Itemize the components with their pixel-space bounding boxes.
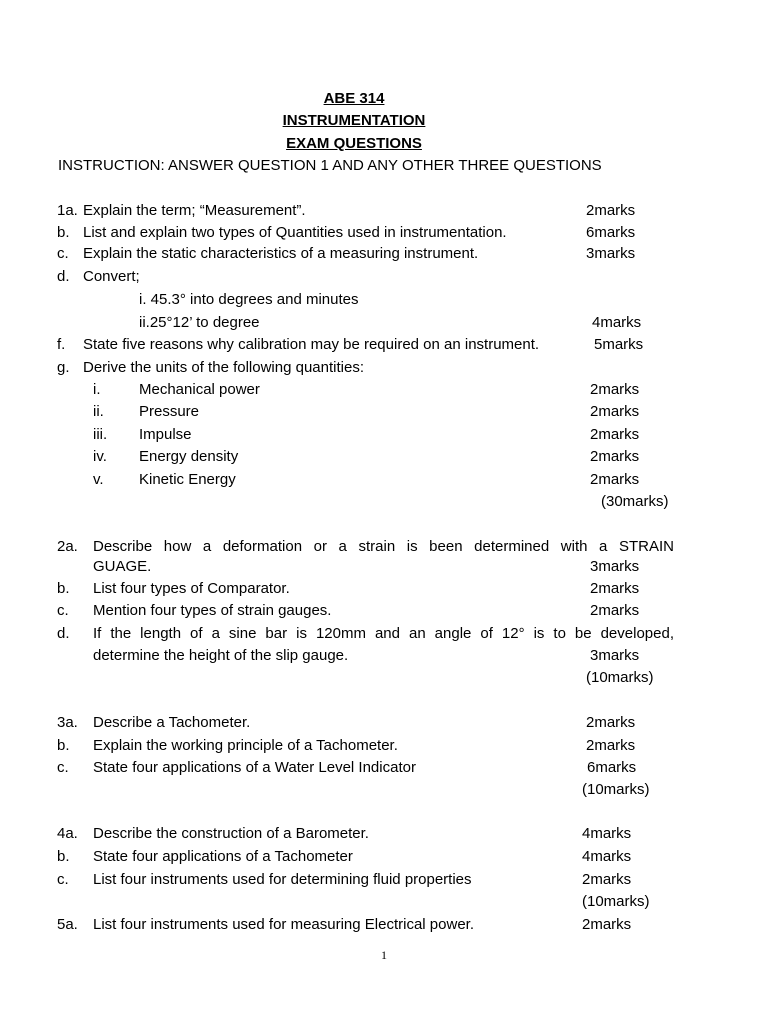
q1d-text: Convert; [83, 268, 140, 285]
q1g-item-number: v. [93, 471, 104, 488]
q1d-number: d. [57, 268, 70, 285]
q1f-marks: 5marks [594, 336, 644, 353]
q4-total-marks: (10marks) [582, 893, 650, 910]
q2c-marks: 2marks [590, 602, 640, 619]
q2d-text-line1: If the length of a sine bar is 120mm and an angle of 12° is to be developed, [93, 625, 674, 642]
q2a-text-line1: Describe how a deformation or a strain is been determined with a STRAIN [93, 538, 674, 555]
q1d-part-i: i. 45.3° into degrees and minutes [139, 291, 359, 308]
q1a-marks: 2marks [586, 202, 636, 219]
q3c-marks: 6marks [587, 759, 637, 776]
q2b-marks: 2marks [590, 580, 640, 597]
q3a-text: Describe a Tachometer. [93, 714, 251, 731]
q1a-number: 1a. [57, 202, 78, 219]
q1-total-marks: (30marks) [601, 493, 669, 510]
subject-title: INSTRUMENTATION [282, 112, 426, 129]
instruction-text: INSTRUCTION: ANSWER QUESTION 1 AND ANY OTHER THREE QUESTIONS [58, 157, 602, 174]
q3c-text: State four applications of a Water Level Indicator [93, 759, 416, 776]
q2c-text: Mention four types of strain gauges. [93, 602, 332, 619]
q3b-marks: 2marks [586, 737, 636, 754]
q1g-item-number: iii. [93, 426, 108, 443]
q3-total-marks: (10marks) [582, 781, 650, 798]
course-code: ABE 314 [323, 90, 385, 107]
q2-total-marks: (10marks) [586, 669, 654, 686]
q5a-marks: 2marks [582, 916, 632, 933]
q1g-item-text: Mechanical power [139, 381, 260, 398]
q1g-item-number: i. [93, 381, 101, 398]
q4a-marks: 4marks [582, 825, 632, 842]
q2d-marks: 3marks [590, 647, 640, 664]
q2d-text-line2: determine the height of the slip gauge. [93, 647, 349, 664]
q1g-item-marks: 2marks [590, 403, 640, 420]
q1g-item-marks: 2marks [590, 381, 640, 398]
q2b-number: b. [57, 580, 70, 597]
q4b-marks: 4marks [582, 848, 632, 865]
q4c-text: List four instruments used for determining fluid properties [93, 871, 472, 888]
page-number: 1 [381, 948, 387, 962]
q2d-number: d. [57, 625, 70, 642]
q3c-number: c. [57, 759, 69, 776]
q1f-text: State five reasons why calibration may be required on an instrument. [83, 336, 540, 353]
q1g-item-text: Kinetic Energy [139, 471, 236, 488]
q1d-marks: 4marks [592, 314, 642, 331]
q1g-item-text: Pressure [139, 403, 200, 420]
q1g-item-number: ii. [93, 403, 104, 420]
q1g-item-marks: 2marks [590, 448, 640, 465]
q1g-item-marks: 2marks [590, 426, 640, 443]
q4b-number: b. [57, 848, 70, 865]
q3a-marks: 2marks [586, 714, 636, 731]
q2b-text: List four types of Comparator. [93, 580, 290, 597]
q1g-item-text: Impulse [139, 426, 192, 443]
q1g-item-marks: 2marks [590, 471, 640, 488]
q1g-number: g. [57, 359, 70, 376]
q5a-text: List four instruments used for measuring Electrical power. [93, 916, 474, 933]
q5a-number: 5a. [57, 916, 78, 933]
q1b-marks: 6marks [586, 224, 636, 241]
q2a-marks: 3marks [590, 558, 640, 575]
q1f-number: f. [57, 336, 66, 353]
exam-type-title: EXAM QUESTIONS [286, 135, 422, 152]
q1a-text: Explain the term; “Measurement”. [83, 202, 306, 219]
q1b-number: b. [57, 224, 70, 241]
q4a-text: Describe the construction of a Barometer. [93, 825, 369, 842]
q2a-number: 2a. [57, 538, 78, 555]
q1b-text: List and explain two types of Quantities used in instrumentation. [83, 224, 507, 241]
q1c-marks: 3marks [586, 245, 636, 262]
q1c-text: Explain the static characteristics of a measuring instrument. [83, 245, 479, 262]
q4a-number: 4a. [57, 825, 78, 842]
q1g-item-number: iv. [93, 448, 107, 465]
q1c-number: c. [57, 245, 69, 262]
q3b-number: b. [57, 737, 70, 754]
q3b-text: Explain the working principle of a Tachometer. [93, 737, 398, 754]
q1d-part-ii: ii.25°12’ to degree [139, 314, 260, 331]
q4c-marks: 2marks [582, 871, 632, 888]
q2c-number: c. [57, 602, 69, 619]
q1g-item-text: Energy density [139, 448, 239, 465]
q4b-text: State four applications of a Tachometer [93, 848, 353, 865]
q1g-text: Derive the units of the following quantities: [83, 359, 364, 376]
q4c-number: c. [57, 871, 69, 888]
q2a-text-line2: GUAGE. [93, 558, 152, 575]
q3a-number: 3a. [57, 714, 78, 731]
